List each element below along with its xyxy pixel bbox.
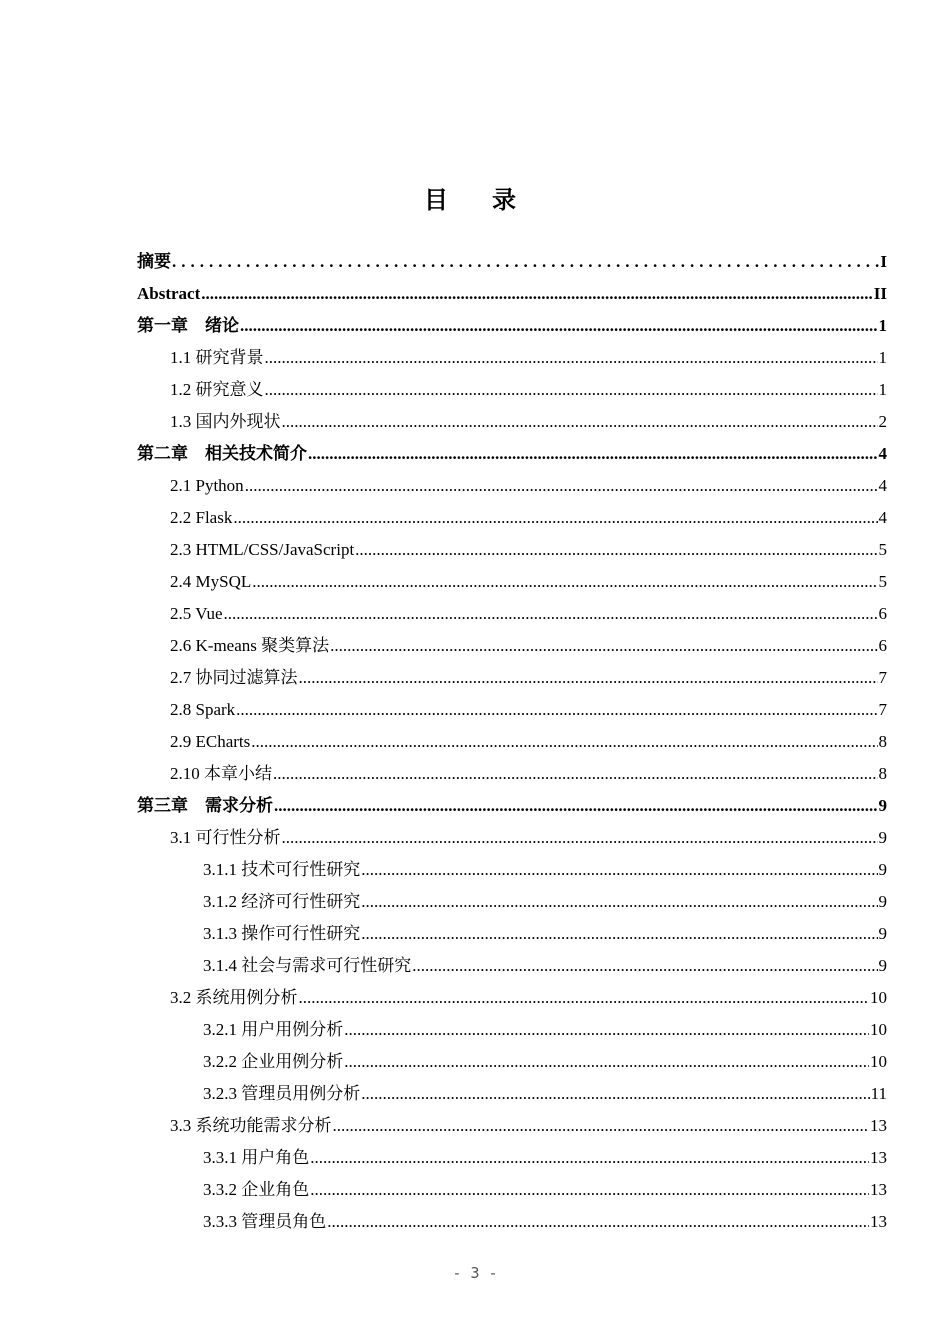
toc-dot-leader	[251, 726, 877, 758]
toc-dot-leader	[265, 342, 878, 374]
toc-dot-leader	[344, 1046, 869, 1078]
toc-entry-label: Abstract	[137, 284, 201, 303]
toc-entry-page: 2	[878, 412, 887, 431]
toc-entry-1-1[interactable]	[137, 342, 887, 374]
toc-entry-label: 3.1.4 社会与需求可行性研究	[203, 956, 412, 975]
toc-entry-label: 3.2 系统用例分析	[170, 988, 298, 1007]
toc-entry-label: 3.2.2 企业用例分析	[203, 1052, 344, 1071]
toc-entry-page: 11	[870, 1084, 887, 1103]
toc-entry-page: 10	[870, 1020, 887, 1039]
toc-entry-page: 8	[878, 764, 887, 783]
toc-entry-3-1-4[interactable]	[137, 950, 887, 982]
toc-dot-leader	[327, 1206, 869, 1238]
toc-entry-label: 3.1.1 技术可行性研究	[203, 860, 361, 879]
toc-dot-leader	[274, 790, 878, 822]
toc-dot-leader	[361, 886, 877, 918]
toc-dot-leader	[299, 662, 878, 694]
toc-entry-3-3-1[interactable]	[137, 1142, 887, 1174]
toc-dot-leader	[224, 598, 878, 630]
toc-entry-label: 2.8 Spark	[170, 700, 236, 719]
page-title: 目 录	[424, 185, 526, 214]
toc-entry-label: 第一章 绪论	[137, 316, 239, 335]
toc-entry-abstract-en[interactable]	[137, 278, 887, 310]
toc-entry-page: 9	[878, 956, 887, 975]
toc-dot-leader	[265, 374, 878, 406]
toc-entry-page: 13	[870, 1148, 887, 1167]
toc-entry-2-4[interactable]	[137, 566, 887, 598]
toc-dot-leader	[310, 1174, 869, 1206]
toc-entry-page: 1	[878, 316, 887, 335]
toc-entry-page: 10	[870, 1052, 887, 1071]
toc-entry-chapter-1[interactable]	[137, 310, 887, 342]
toc-entry-abstract-cn[interactable]	[137, 246, 887, 278]
toc-entry-page: 6	[878, 604, 887, 623]
toc-entry-page: 10	[870, 988, 887, 1007]
toc-entry-chapter-2[interactable]	[137, 438, 887, 470]
toc-entry-2-2[interactable]	[137, 502, 887, 534]
toc-entry-label: 3.3.3 管理员角色	[203, 1212, 327, 1231]
toc-entry-page: 1	[878, 348, 887, 367]
toc-entry-3-1-2[interactable]	[137, 886, 887, 918]
toc-entry-page: 4	[878, 508, 887, 527]
toc-entry-label: 1.3 国内外现状	[170, 412, 281, 431]
toc-entry-label: 3.3.1 用户角色	[203, 1148, 310, 1167]
toc-entry-2-10[interactable]	[137, 758, 887, 790]
toc-entry-page: 7	[878, 700, 887, 719]
toc-entry-page: 5	[878, 572, 887, 591]
toc-entry-2-8[interactable]	[137, 694, 887, 726]
toc-entry-label: 2.1 Python	[170, 476, 244, 495]
page-number-footer: - 3 -	[452, 1264, 498, 1282]
toc-entry-label: 摘要	[137, 252, 171, 271]
toc-entry-page: 5	[878, 540, 887, 559]
toc-entry-1-3[interactable]	[137, 406, 887, 438]
toc-entry-label: 2.4 MySQL	[170, 572, 252, 591]
toc-entry-2-1[interactable]	[137, 470, 887, 502]
toc-entry-page: 9	[878, 860, 887, 879]
toc-dot-leader	[361, 1078, 869, 1110]
toc-entry-3-3-2[interactable]	[137, 1174, 887, 1206]
toc-entry-2-6[interactable]	[137, 630, 887, 662]
toc-entry-page: 9	[878, 892, 887, 911]
toc-entry-page: 13	[870, 1180, 887, 1199]
toc-entry-page: 13	[870, 1116, 887, 1135]
toc-entry-page: 8	[878, 732, 887, 751]
toc-entry-3-1-3[interactable]	[137, 918, 887, 950]
toc-entry-label: 2.7 协同过滤算法	[170, 668, 298, 687]
toc-entry-3-2-2[interactable]	[137, 1046, 887, 1078]
toc-dot-leader	[361, 854, 877, 886]
toc-dot-leader	[282, 822, 878, 854]
toc-entry-label: 3.3.2 企业角色	[203, 1180, 310, 1199]
toc-dot-leader	[240, 310, 878, 342]
toc-entry-page: 4	[878, 444, 887, 463]
toc-dot-leader	[361, 918, 877, 950]
toc-entry-label: 3.1 可行性分析	[170, 828, 281, 847]
toc-entry-1-2[interactable]	[137, 374, 887, 406]
toc-entry-label: 1.2 研究意义	[170, 380, 264, 399]
toc-entry-page: 6	[878, 636, 887, 655]
toc-dot-leader	[412, 950, 877, 982]
toc-entry-page: 9	[878, 924, 887, 943]
toc-entry-3-3[interactable]	[137, 1110, 887, 1142]
toc-entry-3-1[interactable]	[137, 822, 887, 854]
toc-entry-page: I	[880, 252, 887, 271]
toc-entry-3-1-1[interactable]	[137, 854, 887, 886]
toc-dot-leader	[333, 1110, 870, 1142]
toc-entry-label: 2.5 Vue	[170, 604, 223, 623]
toc-entry-3-2-1[interactable]	[137, 1014, 887, 1046]
toc-entry-page: 9	[878, 796, 887, 815]
toc-entry-label: 2.10 本章小结	[170, 764, 272, 783]
toc-entry-2-7[interactable]	[137, 662, 887, 694]
toc-entry-page: 1	[878, 380, 887, 399]
toc-entry-page: II	[873, 284, 887, 303]
toc-entry-label: 2.3 HTML/CSS/JavaScript	[170, 540, 355, 559]
toc-dot-leader	[299, 982, 870, 1014]
toc-dot-leader	[308, 438, 878, 470]
toc-entry-label: 3.2.3 管理员用例分析	[203, 1084, 361, 1103]
toc-entry-3-2[interactable]	[137, 982, 887, 1014]
toc-dot-leader	[172, 246, 879, 278]
toc-entry-page: 9	[878, 828, 887, 847]
toc-entry-label: 1.1 研究背景	[170, 348, 264, 367]
toc-dot-leader	[273, 758, 878, 790]
toc-dot-leader	[245, 470, 878, 502]
toc-dot-leader	[236, 694, 877, 726]
table-of-contents	[137, 246, 887, 1238]
toc-dot-leader	[233, 502, 877, 534]
toc-entry-2-5[interactable]	[137, 598, 887, 630]
toc-dot-leader	[282, 406, 878, 438]
toc-dot-leader	[252, 566, 877, 598]
toc-entry-label: 3.2.1 用户用例分析	[203, 1020, 344, 1039]
toc-entry-page: 7	[878, 668, 887, 687]
toc-entry-label: 第二章 相关技术简介	[137, 444, 307, 463]
toc-entry-label: 2.6 K-means 聚类算法	[170, 636, 330, 655]
toc-entry-page: 4	[878, 476, 887, 495]
toc-entry-label: 3.1.2 经济可行性研究	[203, 892, 361, 911]
toc-entry-label: 2.2 Flask	[170, 508, 233, 527]
toc-entry-label: 2.9 ECharts	[170, 732, 251, 751]
toc-entry-2-9[interactable]	[137, 726, 887, 758]
toc-entry-page: 13	[870, 1212, 887, 1231]
toc-dot-leader	[310, 1142, 869, 1174]
toc-entry-3-3-3[interactable]	[137, 1206, 887, 1238]
toc-dot-leader	[201, 278, 873, 310]
toc-entry-label: 3.1.3 操作可行性研究	[203, 924, 361, 943]
toc-dot-leader	[344, 1014, 869, 1046]
toc-entry-3-2-3[interactable]	[137, 1078, 887, 1110]
toc-entry-label: 第三章 需求分析	[137, 796, 273, 815]
toc-entry-2-3[interactable]	[137, 534, 887, 566]
toc-entry-label: 3.3 系统功能需求分析	[170, 1116, 332, 1135]
toc-dot-leader	[330, 630, 877, 662]
toc-dot-leader	[355, 534, 877, 566]
toc-entry-chapter-3[interactable]	[137, 790, 887, 822]
